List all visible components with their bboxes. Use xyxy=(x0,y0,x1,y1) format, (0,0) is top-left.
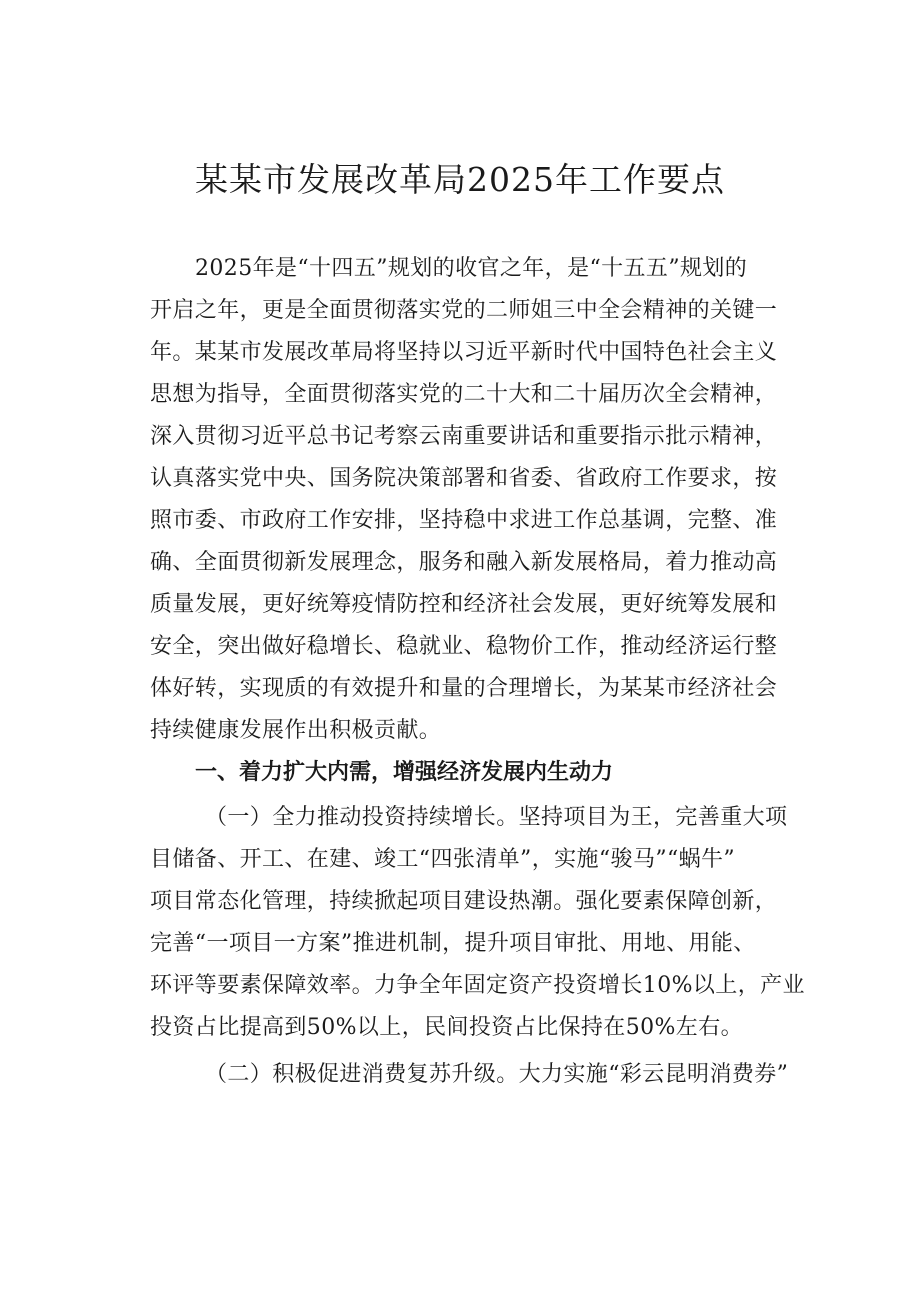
intro-line-8: 确、全面贯彻新发展理念，服务和融入新发展格局，着力推动高 xyxy=(150,550,778,575)
section1-item1-line-6: 投资占比提高到50%以上，民间投资占比保持在50%左右。 xyxy=(150,1015,743,1040)
intro-line-10: 安全，突出做好稳增长、稳就业、稳物价工作，推动经济运行整 xyxy=(150,634,778,659)
section1-item1-line-1: （一）全力推动投资持续增长。坚持项目为王，完善重大项 xyxy=(205,805,788,830)
section1-item1-line-2: 目储备、开工、在建、竣工“四张清单”，实施“骏马”“蜗牛” xyxy=(150,847,736,872)
intro-line-5: 深入贯彻习近平总书记考察云南重要讲话和重要指示批示精神， xyxy=(150,424,778,449)
intro-line-1: 2025年是“十四五”规划的收官之年，是“十五五”规划的 xyxy=(195,256,748,281)
intro-line-9: 质量发展，更好统筹疫情防控和经济社会发展，更好统筹发展和 xyxy=(150,592,778,617)
intro-line-6: 认真落实党中央、国务院决策部署和省委、省政府工作要求，按 xyxy=(150,466,778,491)
intro-line-2: 开启之年，更是全面贯彻落实党的二师姐三中全会精神的关键一 xyxy=(150,298,778,323)
intro-line-7: 照市委、市政府工作安排，坚持稳中求进工作总基调，完整、准 xyxy=(150,508,778,533)
section1-item1-line-4: 完善“一项目一方案”推进机制，提升项目审批、用地、用能、 xyxy=(150,931,756,956)
intro-line-12: 持续健康发展作出积极贡献。 xyxy=(150,718,442,743)
intro-line-3: 年。某某市发展改革局将坚持以习近平新时代中国特色社会主义 xyxy=(150,340,778,365)
section1-item1-line-5: 环评等要素保障效率。力争全年固定资产投资增长10%以上，产业 xyxy=(150,973,805,998)
section1-item1-line-3: 项目常态化管理，持续掀起项目建设热潮。强化要素保障创新， xyxy=(150,889,778,914)
intro-line-4: 思想为指导，全面贯彻落实党的二十大和二十届历次全会精神， xyxy=(150,382,778,407)
section1-item2-line-1: （二）积极促进消费复苏升级。大力实施“彩云昆明消费券” xyxy=(205,1062,789,1087)
intro-line-11: 体好转，实现质的有效提升和量的合理增长，为某某市经济社会 xyxy=(150,676,778,701)
section-heading-1: 一、着力扩大内需，增强经济发展内生动力 xyxy=(195,760,614,785)
document-title: 某某市发展改革局2025年工作要点 xyxy=(195,160,725,199)
